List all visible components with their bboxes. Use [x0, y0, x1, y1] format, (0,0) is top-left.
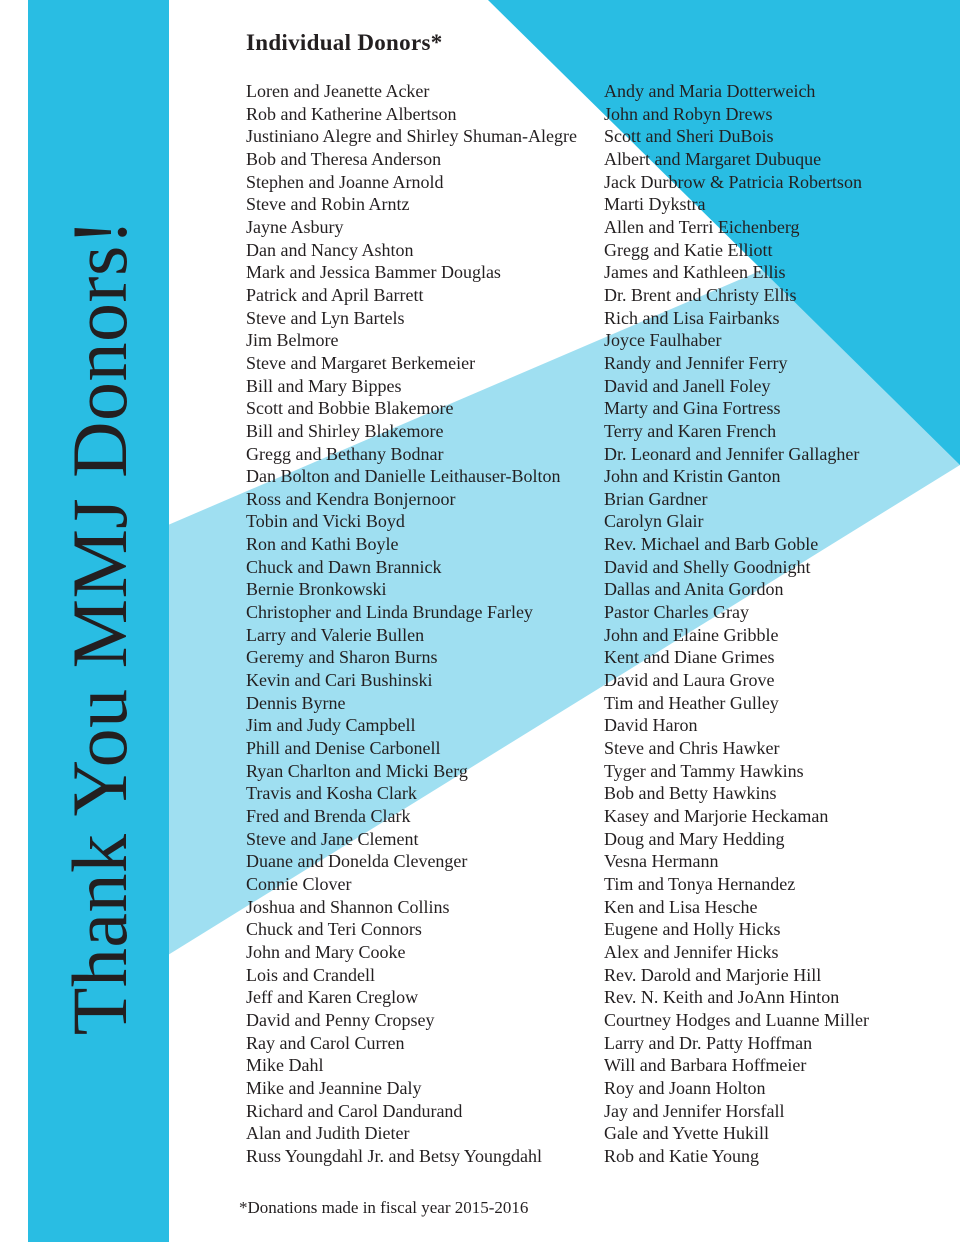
donor-name: Gale and Yvette Hukill — [604, 1123, 769, 1144]
footnote: *Donations made in fiscal year 2015-2016 — [239, 1198, 529, 1217]
donor-name: Bernie Bronkowski — [246, 579, 387, 600]
donor-name: Albert and Margaret Dubuque — [604, 148, 822, 169]
donor-name: Jack Durbrow & Patricia Robertson — [604, 171, 862, 192]
donor-name: Scott and Sheri DuBois — [604, 126, 774, 147]
donor-name: Tobin and Vicki Boyd — [246, 511, 405, 532]
donor-name: Duane and Donelda Clevenger — [246, 851, 468, 872]
donor-name: Dallas and Anita Gordon — [604, 579, 784, 600]
donor-name: Dan and Nancy Ashton — [246, 239, 414, 260]
donor-name: Roy and Joann Holton — [604, 1077, 766, 1098]
donor-name: John and Mary Cooke — [246, 941, 406, 962]
donor-name: Bill and Mary Bippes — [246, 375, 402, 396]
donor-name: Mark and Jessica Bammer Douglas — [246, 262, 501, 283]
donor-name: Fred and Brenda Clark — [246, 806, 411, 826]
donor-name: Courtney Hodges and Luanne Miller — [604, 1009, 869, 1030]
donor-name: Alan and Judith Dieter — [246, 1123, 410, 1144]
donor-name: Allen and Terri Eichenberg — [604, 216, 800, 237]
donor-name: Joshua and Shannon Collins — [246, 896, 450, 917]
donor-name: Tyger and Tammy Hawkins — [604, 760, 804, 781]
donor-name: David Haron — [604, 715, 698, 736]
donor-name: Vesna Hermann — [604, 851, 719, 872]
donor-name: Bob and Theresa Anderson — [246, 148, 442, 169]
donor-name: Phill and Denise Carbonell — [246, 738, 441, 759]
donor-name: Jim and Judy Campbell — [246, 715, 416, 736]
donor-name: Richard and Carol Dandurand — [246, 1100, 463, 1121]
donor-name: Lois and Crandell — [246, 964, 375, 985]
donor-name: Ryan Charlton and Micki Berg — [246, 760, 468, 781]
donor-name: Alex and Jennifer Hicks — [604, 941, 779, 962]
donor-name: Rev. Darold and Marjorie Hill — [604, 964, 822, 985]
donor-name: Tim and Heather Gulley — [604, 692, 779, 713]
donor-name: James and Kathleen Ellis — [604, 262, 786, 283]
donor-name: Ray and Carol Curren — [246, 1032, 405, 1053]
donor-name: Justiniano Alegre and Shirley Shuman-Alegre — [246, 126, 577, 147]
section-heading: Individual Donors* — [246, 30, 443, 55]
donor-name: Rob and Katie Young — [604, 1145, 760, 1166]
donor-name: Jim Belmore — [246, 330, 339, 351]
donor-name: Connie Clover — [246, 873, 352, 894]
donor-name: Kent and Diane Grimes — [604, 647, 775, 668]
donor-name: Carolyn Glair — [604, 511, 704, 532]
donor-name: Andy and Maria Dotterweich — [604, 81, 816, 101]
donor-name: Joyce Faulhaber — [604, 330, 722, 351]
donor-name: Gregg and Bethany Bodnar — [246, 443, 444, 464]
donor-name: Russ Youngdahl Jr. and Betsy Youngdahl — [246, 1145, 543, 1166]
donor-name: Ross and Kendra Bonjernoor — [246, 488, 456, 509]
donor-name: Steve and Margaret Berkemeier — [246, 352, 476, 373]
donor-name: Dennis Byrne — [246, 692, 346, 713]
donor-name: Pastor Charles Gray — [604, 602, 749, 623]
donor-name: Christopher and Linda Brundage Farley — [246, 602, 533, 623]
donor-name: Doug and Mary Hedding — [604, 828, 785, 849]
donor-name: Travis and Kosha Clark — [246, 783, 417, 804]
donor-name: Jeff and Karen Creglow — [246, 987, 419, 1008]
donor-name: Jayne Asbury — [246, 216, 344, 237]
donor-name: Scott and Bobbie Blakemore — [246, 398, 454, 419]
donor-name: Rev. Michael and Barb Goble — [604, 534, 819, 555]
donor-name: Will and Barbara Hoffmeier — [604, 1055, 807, 1076]
donor-name: Steve and Chris Hawker — [604, 738, 780, 759]
donor-list-right — [604, 80, 869, 1168]
donor-name: Bill and Shirley Blakemore — [246, 420, 444, 441]
donor-name: Kevin and Cari Bushinski — [246, 670, 433, 691]
sidebar-title: Thank You MMJ Donors! — [56, 218, 143, 1036]
donor-name: Steve and Robin Arntz — [246, 194, 410, 215]
donor-name: Loren and Jeanette Acker — [246, 81, 430, 101]
donor-name: David and Penny Cropsey — [246, 1009, 435, 1030]
donor-name: Dr. Brent and Christy Ellis — [604, 284, 797, 305]
donor-name: Eugene and Holly Hicks — [604, 919, 781, 940]
donor-name: Rev. N. Keith and JoAnn Hinton — [604, 987, 840, 1008]
donor-name: Gregg and Katie Elliott — [604, 239, 773, 260]
donor-name: Brian Gardner — [604, 488, 708, 509]
donor-name: Mike Dahl — [246, 1055, 324, 1076]
donor-name: John and Robyn Drews — [604, 103, 773, 124]
donor-name: Ron and Kathi Boyle — [246, 534, 399, 555]
donor-name: Patrick and April Barrett — [246, 284, 424, 305]
donor-list-left — [246, 80, 577, 1168]
donor-name: Stephen and Joanne Arnold — [246, 171, 444, 192]
donor-name: John and Kristin Ganton — [604, 466, 781, 487]
donor-name: Terry and Karen French — [604, 420, 777, 441]
donor-name: John and Elaine Gribble — [604, 624, 779, 645]
donor-name: David and Shelly Goodnight — [604, 556, 811, 577]
donor-name: Rich and Lisa Fairbanks — [604, 307, 780, 328]
donor-name: Geremy and Sharon Burns — [246, 647, 438, 668]
donor-name: Marty and Gina Fortress — [604, 398, 781, 419]
donor-name: Rob and Katherine Albertson — [246, 103, 457, 124]
donor-name: David and Janell Foley — [604, 375, 771, 396]
donor-name: Chuck and Teri Connors — [246, 919, 422, 940]
donor-name: Steve and Jane Clement — [246, 828, 419, 849]
donor-name: Randy and Jennifer Ferry — [604, 352, 788, 373]
donor-name: Steve and Lyn Bartels — [246, 307, 405, 328]
donor-name: Tim and Tonya Hernandez — [604, 873, 796, 894]
donor-name: Ken and Lisa Hesche — [604, 896, 758, 917]
donor-name: Marti Dykstra — [604, 194, 706, 215]
donor-name: Bob and Betty Hawkins — [604, 783, 777, 804]
donor-name: Dr. Leonard and Jennifer Gallagher — [604, 443, 860, 464]
donor-name: Larry and Dr. Patty Hoffman — [604, 1032, 813, 1053]
donor-name: Jay and Jennifer Horsfall — [604, 1100, 785, 1121]
donor-name: Chuck and Dawn Brannick — [246, 556, 442, 577]
donor-name: Larry and Valerie Bullen — [246, 624, 425, 645]
donor-name: Mike and Jeannine Daly — [246, 1077, 422, 1098]
donor-name: Dan Bolton and Danielle Leithauser-Bolton — [246, 466, 561, 487]
donor-name: David and Laura Grove — [604, 670, 775, 691]
donor-name: Kasey and Marjorie Heckaman — [604, 806, 829, 826]
